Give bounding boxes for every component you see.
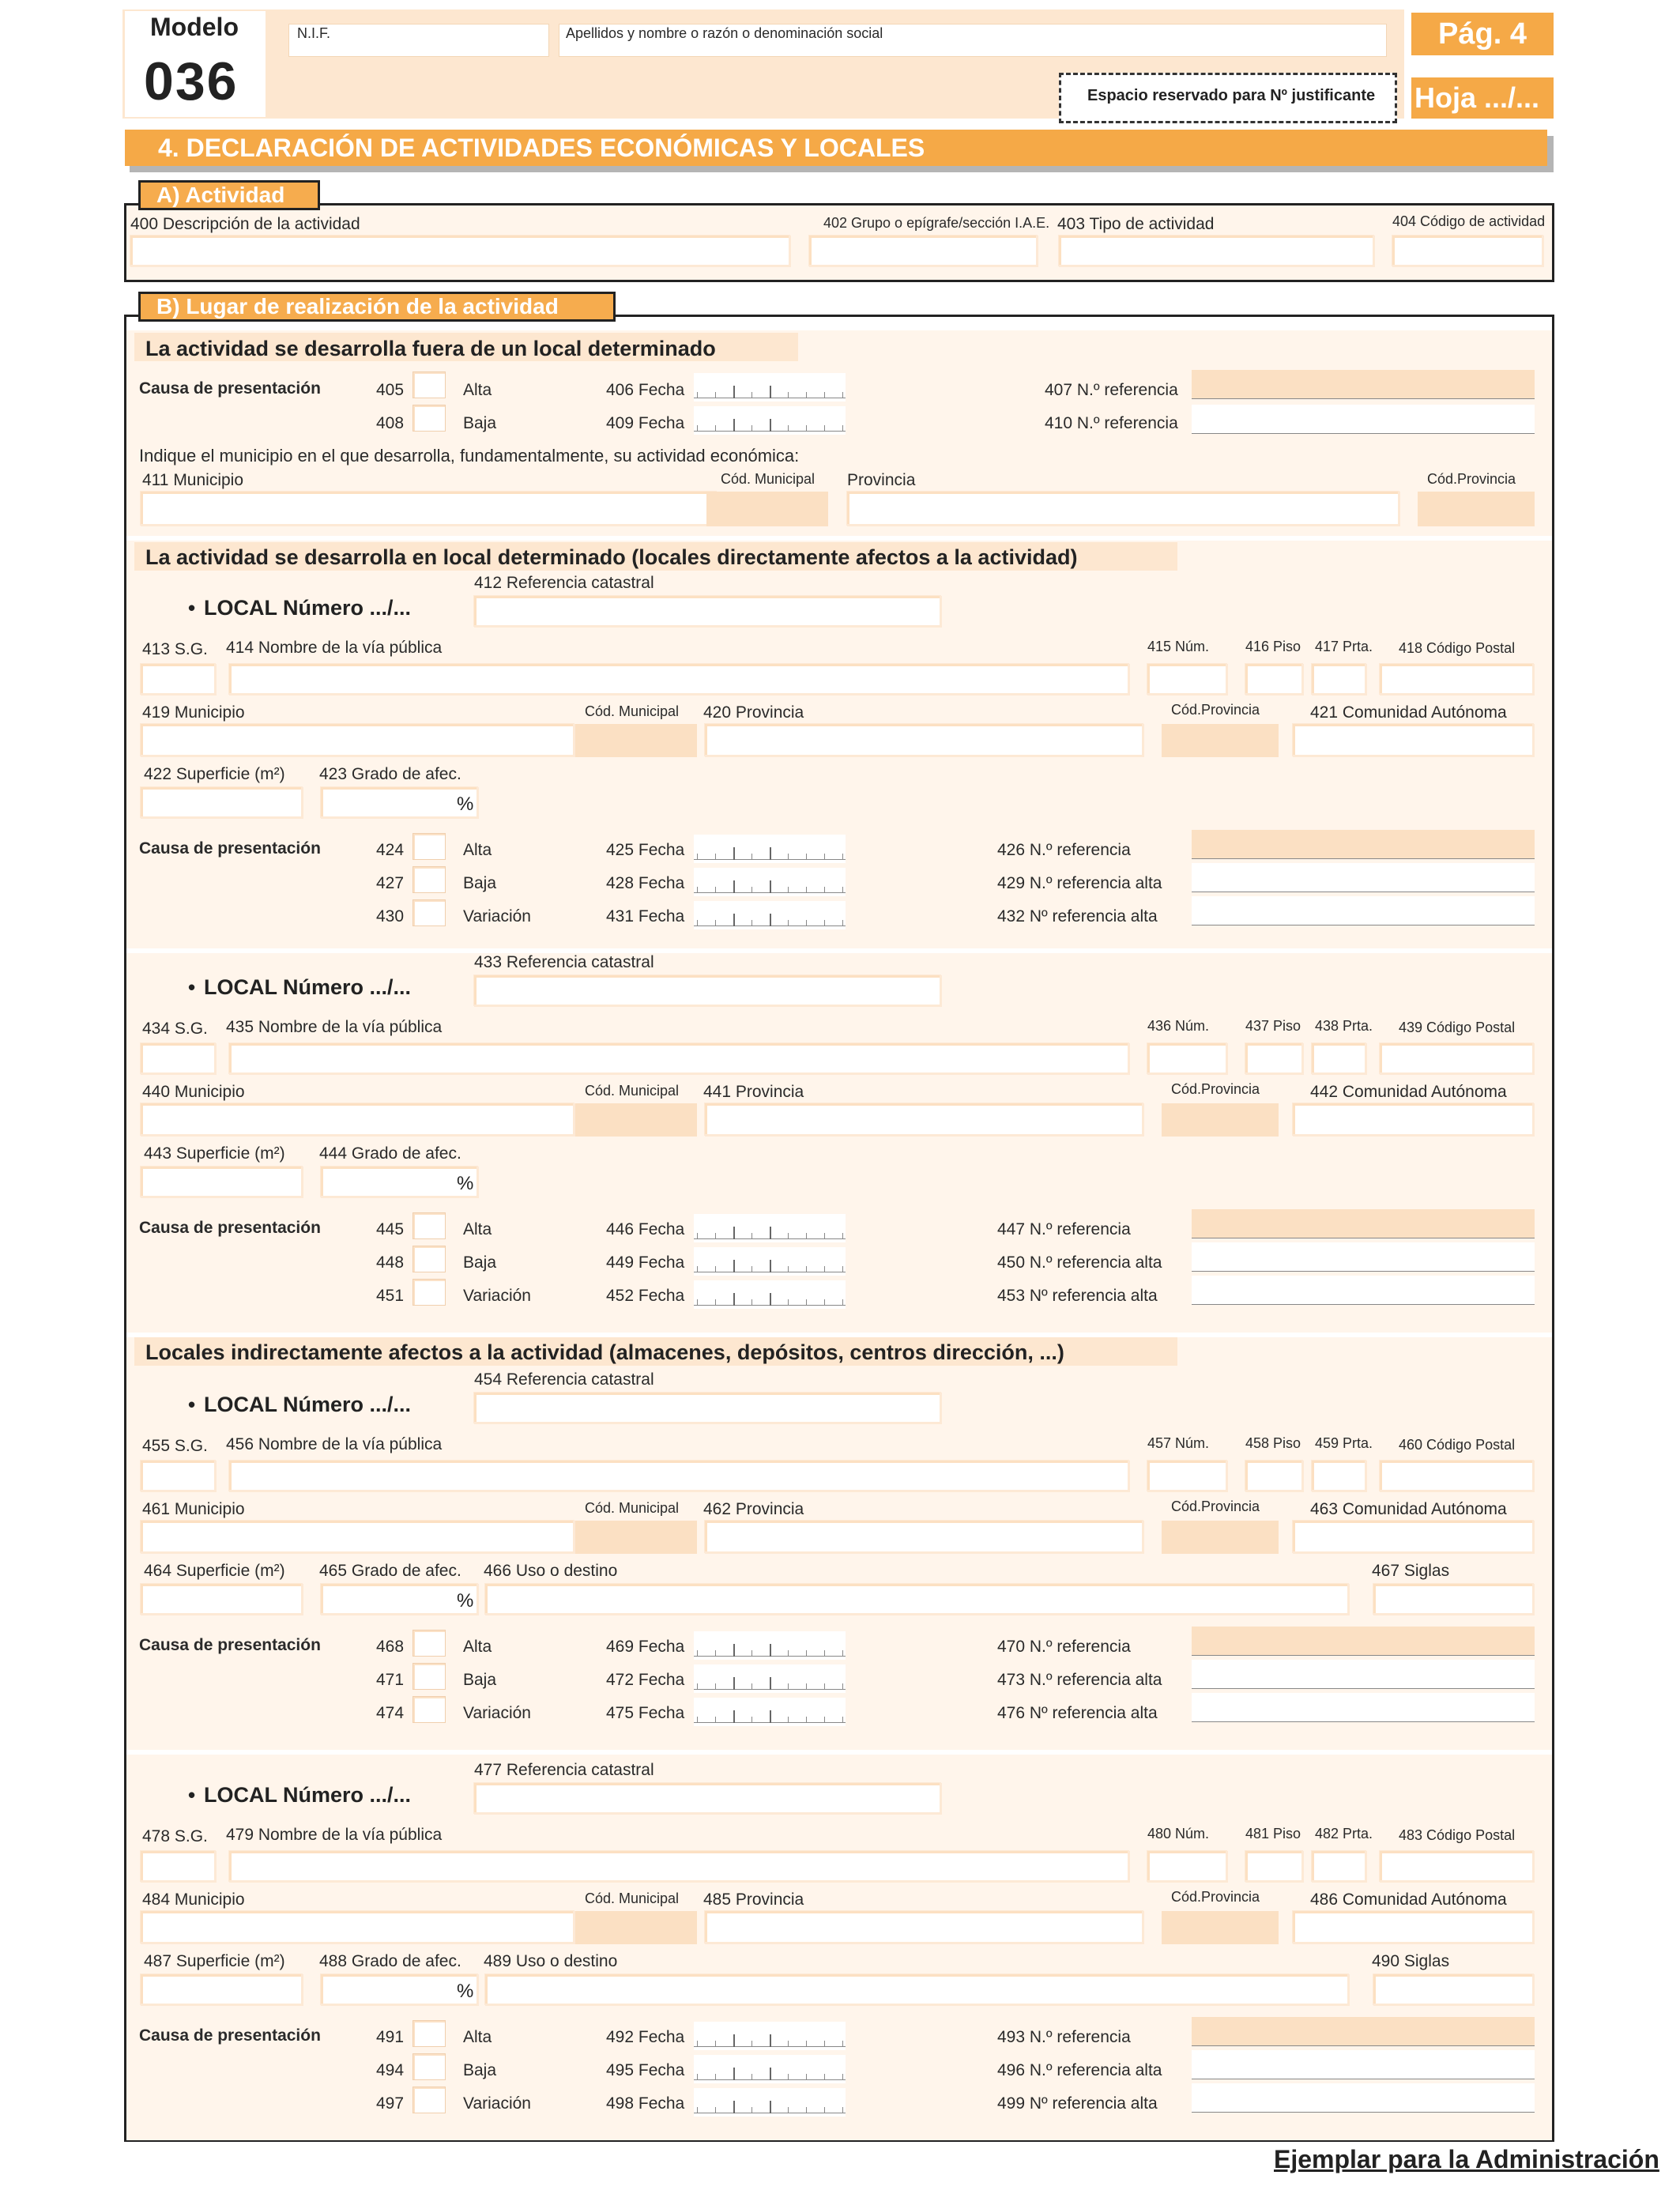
fecha-label: 425 Fecha [606,841,685,859]
ccaa-label: 463 Comunidad Autónoma [1310,1500,1507,1518]
fecha-date-field[interactable] [694,2055,846,2083]
alta-label: Alta [463,841,492,859]
variacion-label: Variación [463,907,531,925]
num-field[interactable] [1147,1851,1228,1883]
causa-label: Causa de presentación [139,2026,321,2045]
municipio-label: 461 Municipio [142,1500,245,1518]
referencia-label: 426 N.º referencia [997,841,1131,859]
cp-field[interactable] [1380,1851,1535,1883]
baja-checkbox-408[interactable] [412,405,446,432]
f407-line [1192,398,1535,399]
piso-label: 437 Piso [1245,1018,1301,1034]
f410-field[interactable] [1192,405,1535,433]
ref-catastral-field[interactable] [474,1783,942,1815]
referencia-line [1192,2112,1535,2113]
fecha-date-field[interactable] [694,1664,846,1693]
cod-municipal-field[interactable] [575,1103,697,1137]
referencia-field[interactable] [1192,2017,1535,2045]
f407-label: 407 N.º referencia [1045,381,1178,399]
cp-label: 460 Código Postal [1399,1437,1516,1453]
fecha-label: 495 Fecha [606,2061,685,2079]
f409-date-field[interactable] [694,406,846,435]
f411-field[interactable] [141,492,718,526]
f400-label: 400 Descripción de la actividad [130,215,360,233]
grado-field[interactable] [321,1584,479,1615]
baja-checkbox[interactable] [412,2053,446,2080]
alta-label-405: Alta [463,381,492,399]
fecha-date-field[interactable] [694,1280,846,1309]
referencia-label: 453 Nº referencia alta [997,1287,1158,1305]
fecha-label: 492 Fecha [606,2028,685,2046]
local-bullet: • [188,596,196,620]
variacion-label: Variación [463,2094,531,2113]
footer-text: Ejemplar para la Administración [1274,2145,1659,2173]
ref-catastral-field[interactable] [474,975,942,1007]
num-label: 436 Núm. [1147,1018,1210,1034]
cod-municipal-field[interactable] [575,1911,697,1944]
f403-field[interactable] [1059,236,1375,267]
percent-sign: % [457,794,474,815]
referencia-field[interactable] [1192,2050,1535,2079]
superficie-field[interactable] [141,1584,303,1615]
prta-label: 417 Prta. [1315,639,1373,654]
fecha-date-field[interactable] [694,1631,846,1660]
municipio-field[interactable] [141,1521,575,1554]
piso-label: 458 Piso [1245,1435,1301,1451]
causa-number: 497 [376,2094,405,2113]
f404-label: 404 Código de actividad [1392,213,1546,229]
f406-date-field[interactable] [694,373,846,401]
causa-number: 471 [376,1671,405,1689]
provincia-label: 441 Provincia [703,1083,804,1101]
fecha-label: 498 Fecha [606,2094,685,2113]
fecha-label: 472 Fecha [606,1671,685,1689]
baja-label: Baja [463,1253,497,1272]
alta-checkbox-405[interactable] [412,371,446,398]
f403-label: 403 Tipo de actividad [1057,215,1215,233]
fuera-provincia-field[interactable] [847,492,1400,526]
uso-field[interactable] [485,1974,1350,2006]
referencia-field[interactable] [1192,1660,1535,1688]
prta-label: 438 Prta. [1315,1018,1373,1034]
via-label: 479 Nombre de la vía pública [226,1826,443,1844]
referencia-line [1192,1655,1535,1656]
superficie-label: 487 Superficie (m²) [144,1952,285,1970]
causa-number: 494 [376,2061,405,2079]
fecha-label: 452 Fecha [606,1287,685,1305]
prta-field[interactable] [1312,1043,1367,1075]
provincia-field[interactable] [705,1911,1144,1944]
causa-number: 427 [376,874,405,892]
nombre-label: Apellidos y nombre o razón o denominación social [566,25,883,41]
via-field[interactable] [229,1043,1130,1075]
causa-label: Causa de presentación [139,1219,321,1237]
pag-badge: Pág. 4 [1411,13,1554,55]
via-field[interactable] [229,664,1130,696]
referencia-line [1192,1688,1535,1689]
cp-field[interactable] [1380,1043,1535,1075]
cod-provincia-field[interactable] [1162,1103,1279,1137]
municipio-label: 440 Municipio [142,1083,245,1101]
referencia-label: 496 N.º referencia alta [997,2061,1162,2079]
fecha-date-field[interactable] [694,1214,846,1242]
fecha-date-field[interactable] [694,1698,846,1726]
causa-number: 424 [376,841,405,859]
cod-municipal-label: Cód. Municipal [585,1500,680,1516]
superficie-field[interactable] [141,1974,303,2006]
superficie-label: 464 Superficie (m²) [144,1562,285,1580]
fecha-date-field[interactable] [694,1247,846,1276]
f404-field[interactable] [1392,236,1544,267]
cod-provincia-label: Cód.Provincia [1171,702,1260,718]
f407-field[interactable] [1192,370,1535,398]
referencia-field[interactable] [1192,830,1535,858]
fuera-codmun-label: Cód. Municipal [721,471,816,487]
causa-label: Causa de presentación [139,839,321,858]
causa-number: 448 [376,1253,405,1272]
referencia-field[interactable] [1192,1276,1535,1304]
referencia-field[interactable] [1192,2083,1535,2112]
actividad-tab: A) Actividad [138,180,320,210]
siglas-field[interactable] [1373,1974,1535,2006]
alta-label: Alta [463,2028,492,2046]
fuera-codprov-label: Cód.Provincia [1427,471,1516,487]
f402-field[interactable] [809,236,1038,267]
baja-label-408: Baja [463,414,497,432]
grado-label: 423 Grado de afec. [319,765,461,783]
prta-field[interactable] [1312,1851,1367,1883]
local-bullet: • [188,1393,196,1416]
referencia-label: 432 Nº referencia alta [997,907,1158,925]
superficie-label: 422 Superficie (m²) [144,765,285,783]
municipio-field[interactable] [141,1103,575,1137]
ccaa-field[interactable] [1293,1103,1535,1137]
variacion-label: Variación [463,1704,531,1722]
prta-label: 459 Prta. [1315,1435,1373,1451]
cod-municipal-label: Cód. Municipal [585,1891,680,1906]
causa-number: 491 [376,2028,405,2046]
uso-label: 489 Uso o destino [484,1952,618,1970]
cp-field[interactable] [1380,1461,1535,1492]
cp-label: 418 Código Postal [1399,640,1516,656]
sg-label: 434 S.G. [142,1020,208,1038]
f400-field[interactable] [130,236,791,267]
causa-number: 445 [376,1220,405,1238]
referencia-field[interactable] [1192,1209,1535,1238]
f409-label: 409 Fecha [606,414,685,432]
alta-label: Alta [463,1638,492,1656]
modelo-label: Modelo [150,13,239,41]
referencia-line [1192,1304,1535,1305]
f402-label: 402 Grupo o epígrafe/sección I.A.E. [823,215,1050,231]
sg-field[interactable] [141,1461,217,1492]
referencia-label: 499 Nº referencia alta [997,2094,1158,2113]
fecha-label: 475 Fecha [606,1704,685,1722]
referencia-field[interactable] [1192,1242,1535,1271]
sg-label: 478 S.G. [142,1827,208,1845]
nif-label: N.I.F. [297,25,331,41]
indirecto-title: Locales indirectamente afectos a la actividad (almacenes, depósitos, centros dirección, ...) [145,1340,1064,1364]
local-bullet: • [188,975,196,999]
fuera-codprov-field[interactable] [1418,492,1535,526]
prta-label: 482 Prta. [1315,1826,1373,1842]
indique-text: Indique el municipio en el que desarrolla, fundamentalmente, su actividad económica: [139,446,800,466]
provincia-label: 485 Provincia [703,1891,804,1909]
cod-provincia-label: Cód.Provincia [1171,1498,1260,1514]
via-field[interactable] [229,1851,1130,1883]
referencia-line [1192,2045,1535,2046]
prta-field[interactable] [1312,1461,1367,1492]
cod-municipal-field[interactable] [575,1521,697,1554]
fuera-title: La actividad se desarrolla fuera de un local determinado [145,337,716,360]
cod-municipal-label: Cód. Municipal [585,703,680,719]
referencia-label: 447 N.º referencia [997,1220,1131,1238]
variacion-checkbox[interactable] [412,899,446,926]
cod-provincia-label: Cód.Provincia [1171,1081,1260,1097]
referencia-field[interactable] [1192,1693,1535,1721]
via-field[interactable] [229,1461,1130,1492]
ref-catastral-label: 433 Referencia catastral [474,953,654,971]
superficie-field[interactable] [141,1167,303,1198]
cod-municipal-field[interactable] [575,724,697,757]
via-label: 456 Nombre de la vía pública [226,1435,443,1453]
ccaa-label: 486 Comunidad Autónoma [1310,1891,1507,1909]
uso-label: 466 Uso o destino [484,1562,618,1580]
via-label: 414 Nombre de la vía pública [226,639,443,657]
num-label: 480 Núm. [1147,1826,1210,1842]
referencia-label: 450 N.º referencia alta [997,1253,1162,1272]
grado-field[interactable] [321,1974,479,2006]
referencia-line [1192,1721,1535,1722]
num-field[interactable] [1147,1043,1228,1075]
sg-field[interactable] [141,1851,217,1883]
referencia-field[interactable] [1192,896,1535,925]
fecha-label: 449 Fecha [606,1253,685,1272]
cod-municipal-label: Cód. Municipal [585,1083,680,1099]
baja-label: Baja [463,1671,497,1689]
cod-provincia-label: Cód.Provincia [1171,1889,1260,1905]
fecha-date-field[interactable] [694,901,846,929]
grado-label: 444 Grado de afec. [319,1144,461,1163]
fecha-label: 446 Fecha [606,1220,685,1238]
section-title: 4. DECLARACIÓN DE ACTIVIDADES ECONÓMICAS Y LOCALES [125,130,1547,166]
provincia-field[interactable] [705,1521,1144,1554]
ccaa-label: 421 Comunidad Autónoma [1310,703,1507,722]
referencia-line [1192,1271,1535,1272]
directo-title: La actividad se desarrolla en local determinado (locales directamente afectos a la actividad) [145,545,1078,569]
fecha-label: 428 Fecha [606,874,685,892]
via-label: 435 Nombre de la vía pública [226,1018,443,1036]
prta-field[interactable] [1312,664,1367,696]
grado-label: 488 Grado de afec. [319,1952,461,1970]
piso-label: 481 Piso [1245,1826,1301,1842]
cod-provincia-field[interactable] [1162,1521,1279,1554]
ref-catastral-field[interactable] [474,1393,942,1424]
cod-provincia-field[interactable] [1162,1911,1279,1944]
f410-label: 410 N.º referencia [1045,414,1178,432]
siglas-field[interactable] [1373,1584,1535,1615]
grado-label: 465 Grado de afec. [319,1562,461,1580]
referencia-label: 493 N.º referencia [997,2028,1131,2046]
variacion-checkbox[interactable] [412,2087,446,2113]
sg-field[interactable] [141,664,217,696]
piso-field[interactable] [1245,1043,1304,1075]
cp-field[interactable] [1380,664,1535,696]
alta-checkbox[interactable] [412,2020,446,2047]
fecha-date-field[interactable] [694,868,846,896]
fuera-provincia-label: Provincia [847,471,916,489]
num-field[interactable] [1147,1461,1228,1492]
provincia-field[interactable] [705,724,1144,757]
local-number-label: LOCAL Número .../... [204,1393,412,1416]
justificante-label: Espacio reservado para Nº justificante [1087,87,1376,104]
num-field[interactable] [1147,664,1228,696]
variacion-checkbox[interactable] [412,1696,446,1723]
num-label: 457 Núm. [1147,1435,1210,1451]
hoja-badge: Hoja .../... [1411,77,1554,119]
ccaa-field[interactable] [1293,724,1535,757]
percent-sign: % [457,1590,474,1612]
piso-field[interactable] [1245,664,1304,696]
modelo-number: 036 [144,51,239,111]
ccaa-field[interactable] [1293,1911,1535,1944]
grado-field[interactable] [321,1167,479,1198]
provincia-field[interactable] [705,1103,1144,1137]
num-label: 415 Núm. [1147,639,1210,654]
baja-label: Baja [463,874,497,892]
causa-number: 451 [376,1287,405,1305]
baja-label: Baja [463,2061,497,2079]
alta-label: Alta [463,1220,492,1238]
fecha-label: 431 Fecha [606,907,685,925]
referencia-field[interactable] [1192,1627,1535,1655]
ccaa-label: 442 Comunidad Autónoma [1310,1083,1507,1101]
baja-checkbox[interactable] [412,866,446,893]
local-bullet: • [188,1783,196,1807]
fecha-date-field[interactable] [694,2088,846,2117]
siglas-label: 467 Siglas [1372,1562,1450,1580]
percent-sign: % [457,1981,474,2002]
municipio-label: 419 Municipio [142,703,245,722]
grado-field[interactable] [321,787,479,819]
sg-label: 413 S.G. [142,640,208,658]
fecha-date-field[interactable] [694,2022,846,2050]
municipio-field[interactable] [141,1911,575,1944]
referencia-label: 429 N.º referencia alta [997,874,1162,892]
municipio-field[interactable] [141,724,575,757]
n405-label: 405 [376,381,405,399]
lugar-tab: B) Lugar de realización de la actividad [138,292,616,322]
local-number-label: LOCAL Número .../... [204,596,412,620]
referencia-line [1192,858,1535,859]
ref-catastral-label: 412 Referencia catastral [474,574,654,592]
local-number-label: LOCAL Número .../... [204,975,412,999]
fecha-label: 469 Fecha [606,1638,685,1656]
referencia-label: 473 N.º referencia alta [997,1671,1162,1689]
ref-catastral-field[interactable] [474,596,942,628]
ref-catastral-label: 477 Referencia catastral [474,1761,654,1779]
causa-number: 468 [376,1638,405,1656]
baja-checkbox[interactable] [412,1663,446,1690]
alta-checkbox[interactable] [412,833,446,860]
cp-label: 483 Código Postal [1399,1827,1516,1843]
causa-number: 474 [376,1704,405,1722]
sg-label: 455 S.G. [142,1437,208,1455]
municipio-label: 484 Municipio [142,1891,245,1909]
variacion-checkbox[interactable] [412,1279,446,1306]
percent-sign: % [457,1173,474,1194]
piso-label: 416 Piso [1245,639,1301,654]
uso-field[interactable] [485,1584,1350,1615]
causa-number: 430 [376,907,405,925]
referencia-field[interactable] [1192,863,1535,892]
piso-field[interactable] [1245,1851,1304,1883]
superficie-label: 443 Superficie (m²) [144,1144,285,1163]
sg-field[interactable] [141,1043,217,1075]
n408-label: 408 [376,414,405,432]
alta-checkbox[interactable] [412,1212,446,1239]
referencia-label: 476 Nº referencia alta [997,1704,1158,1722]
alta-checkbox[interactable] [412,1630,446,1657]
piso-field[interactable] [1245,1461,1304,1492]
local-number-label: LOCAL Número .../... [204,1783,412,1807]
cp-label: 439 Código Postal [1399,1020,1516,1035]
ccaa-field[interactable] [1293,1521,1535,1554]
causa-label: Causa de presentación [139,1636,321,1654]
variacion-label: Variación [463,1287,531,1305]
f410-line [1192,433,1535,434]
provincia-label: 420 Provincia [703,703,804,722]
f411-label: 411 Municipio [142,471,244,489]
fuera-codmun-field[interactable] [706,492,828,526]
fuera-causa-label: Causa de presentación [139,379,321,398]
ref-catastral-label: 454 Referencia catastral [474,1370,654,1389]
siglas-label: 490 Siglas [1372,1952,1450,1970]
f406-label: 406 Fecha [606,381,685,399]
cod-provincia-field[interactable] [1162,724,1279,757]
provincia-label: 462 Provincia [703,1500,804,1518]
fecha-date-field[interactable] [694,835,846,863]
referencia-label: 470 N.º referencia [997,1638,1131,1656]
baja-checkbox[interactable] [412,1246,446,1272]
superficie-field[interactable] [141,787,303,819]
